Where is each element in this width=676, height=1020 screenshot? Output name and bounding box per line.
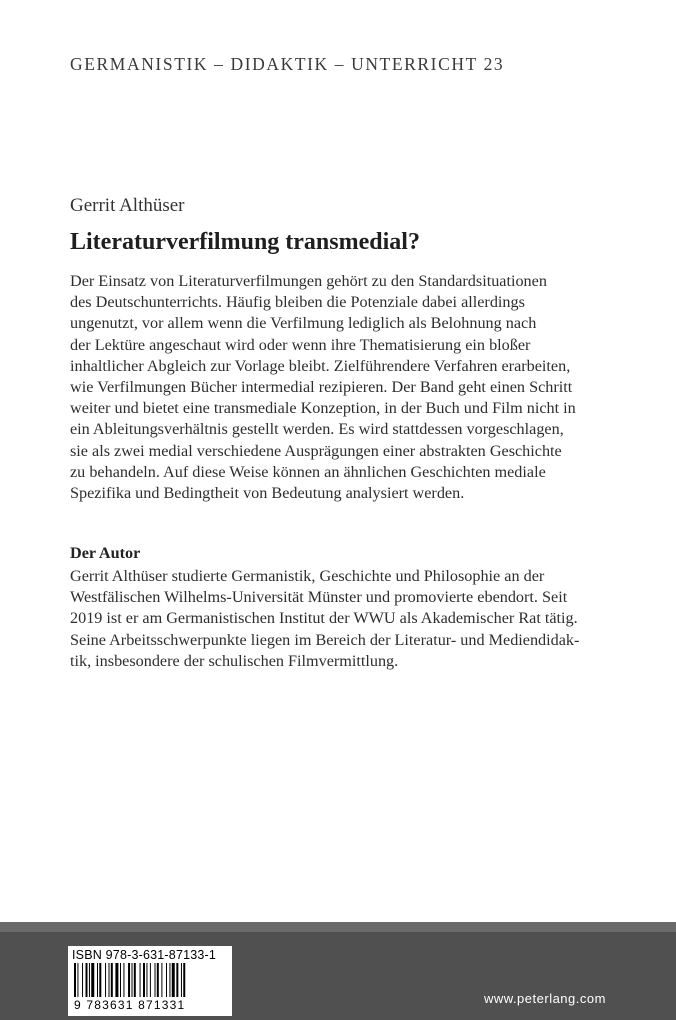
- book-title: Literaturverfilmung transmedial?: [70, 229, 420, 255]
- barcode-bar: [166, 963, 167, 997]
- description-line: der Lektüre angeschaut wird oder wenn ihre Thematisierung ein bloßer: [70, 335, 531, 354]
- barcode-bar: [89, 963, 90, 997]
- barcode-bar: [150, 963, 151, 997]
- description-line: Der Einsatz von Literaturverfilmungen gehört zu den Standardsituationen: [70, 272, 547, 290]
- barcode-bar: [143, 963, 145, 997]
- about-line: Westfälischen Wilhelms-Universität Münster und promovierte ebendort. Seit: [70, 588, 568, 607]
- description-line: ein Ableitungsverhältnis gestellt werden. Es wird stattdessen vorgeschlagen,: [70, 420, 564, 439]
- description-line: Spezifika und Bedingtheit von Bedeutung analysiert werden.: [70, 484, 465, 503]
- barcode-bar: [120, 963, 121, 997]
- barcode-bar: [146, 963, 147, 997]
- barcode-bar: [111, 963, 113, 997]
- isbn-barcode: [68, 946, 232, 1016]
- barcode-bar: [99, 963, 101, 997]
- barcode-bar: [123, 963, 124, 997]
- description-line: sie als zwei medial verschiedene Ausprägungen einer abstrakten Geschichte: [70, 441, 562, 460]
- description-line: des Deutschunterrichts. Häufig bleiben die Potenziale dabei allerdings: [70, 293, 525, 312]
- barcode-bar: [91, 963, 94, 997]
- barcode-bar: [74, 963, 76, 997]
- description-line: ungenutzt, vor allem wenn die Verfilmung lediglich als Belohnung nach: [70, 314, 537, 333]
- about-line: tik, insbesondere der schulischen Filmvermittlung.: [70, 651, 399, 670]
- barcode-bar: [105, 963, 106, 997]
- barcode-bar: [134, 963, 136, 997]
- barcode-bar: [97, 963, 98, 997]
- barcode-bar: [176, 963, 178, 997]
- barcode-bar: [140, 963, 141, 997]
- series-title: GERMANISTIK – DIDAKTIK – UNTERRICHT 23: [70, 54, 505, 74]
- barcode-bar: [82, 963, 83, 997]
- about-author-heading: Der Autor: [70, 544, 141, 562]
- about-line: Seine Arbeitsschwerpunkte liegen im Bereich der Literatur- und Mediendidak-: [70, 630, 580, 649]
- barcode-bar: [132, 963, 133, 997]
- barcode-bar: [157, 963, 159, 997]
- barcode-bar: [128, 963, 130, 997]
- author-name: Gerrit Althüser: [70, 195, 185, 216]
- book-description: [70, 271, 630, 504]
- barcode-bar: [77, 963, 78, 997]
- about-line: 2019 ist er am Germanistischen Institut der WWU als Akademischer Rat tätig.: [70, 609, 578, 628]
- about-line: Gerrit Althüser studierte Germanistik, Geschichte und Philosophie an der: [70, 567, 545, 585]
- barcode-bar: [183, 963, 185, 997]
- barcode-digits: 9 783631 871331: [74, 998, 186, 1012]
- barcode-bar: [169, 963, 170, 997]
- description-line: wie Verfilmungen Bücher intermedial rezipieren. Der Band geht einen Schritt: [70, 378, 573, 397]
- barcode-bar: [181, 963, 182, 997]
- description-line: weiter und bietet eine transmediale Konzeption, in der Buch und Film nicht in: [70, 399, 576, 418]
- footer-band-edge: [0, 922, 676, 932]
- isbn-number: ISBN 978-3-631-87133-1: [72, 948, 217, 962]
- barcode-bar: [109, 963, 110, 997]
- about-author-text: [70, 566, 640, 672]
- barcode-bar: [161, 963, 162, 997]
- barcode-bar: [115, 963, 118, 997]
- barcode-bar: [86, 963, 88, 997]
- barcode-bar: [172, 963, 175, 997]
- barcode-bar: [155, 963, 156, 997]
- publisher-url: www.peterlang.com: [484, 991, 606, 1006]
- description-line: inhaltlicher Abgleich zur Vorlage bleibt. Zielführendere Verfahren erarbeiten,: [70, 356, 571, 375]
- description-line: zu behandeln. Auf diese Weise können an ähnlichen Geschichten mediale: [70, 462, 546, 481]
